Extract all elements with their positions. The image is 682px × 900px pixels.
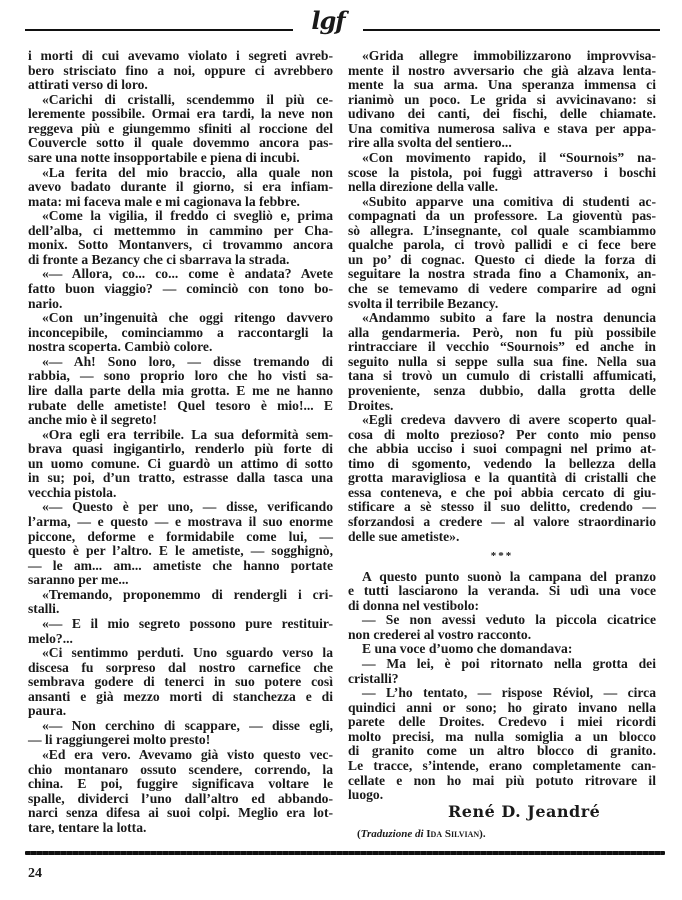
text-line: di donna nel vestibolo: [348, 597, 480, 613]
right-column-body [348, 49, 656, 544]
paragraph [348, 570, 656, 614]
text-line: questo è per l’altro. E le ametiste, — sogghignò, [28, 543, 333, 559]
text-line: non crederei al vostro racconto. [348, 626, 532, 642]
text-line: cellate e non ho mai più potuto ritrovare il [348, 772, 656, 788]
paragraph [28, 355, 333, 428]
translator-suffix: ). [479, 828, 486, 840]
paragraph [348, 657, 656, 686]
text-line: dell’alba, ci mettemmo in cammino per Cha- [28, 222, 333, 238]
text-line: quindici anni or sono; ho girato invano nella [348, 699, 656, 715]
text-line: reggeva più e giungemmo sfiniti al roccione del [28, 120, 333, 136]
text-line: nario. [28, 295, 63, 311]
text-line: «Ci sentimmo perduti. Uno sguardo verso la [42, 645, 333, 661]
text-line: discesa fu sorpreso dal nostro carnefice che [28, 659, 333, 675]
text-line: seguito nulla si seppe sulla sua fine. Nella sua [348, 353, 656, 369]
text-line: «Con movimento rapido, il “Sournois” na- [362, 149, 656, 165]
text-line: «Egli credeva davvero di avere scoperto qual- [362, 412, 656, 428]
text-line: — li raggiungerei molto presto! [28, 732, 211, 748]
text-line: in su; poi, d’un tratto, estrasse dalla tasca una [28, 470, 333, 486]
paragraph [28, 646, 333, 719]
text-line: rire alla svolta del sentiero... [348, 135, 512, 151]
paragraph [28, 209, 333, 267]
paragraph [28, 588, 333, 617]
paragraph [28, 93, 333, 166]
text-line: saranno per me... [28, 572, 129, 588]
text-line: cristalli? [348, 670, 399, 686]
text-line: Le tracce, s’intende, erano completamente can- [348, 757, 656, 773]
paragraph [348, 195, 656, 312]
text-line: luogo. [348, 787, 384, 803]
paragraph [28, 49, 333, 93]
text-line: «Come la vigilia, il freddo ci svegliò e, prima [42, 208, 333, 224]
text-line: A questo punto suonò la campana del pranzo [362, 568, 656, 584]
text-line: sare una notte insopportabile e piena di incubi. [28, 149, 300, 165]
text-line: bero strisciato fino a noi, oppure ci avrebbero [28, 62, 333, 78]
text-line: mente la sua arma. Una speranza immensa ci [348, 77, 656, 93]
paragraph [348, 151, 656, 195]
text-line: mata: mi faceva male e mi cagionava la febbre. [28, 193, 300, 209]
text-line: essa conteneva, e che poi abbia cercato di giu- [348, 484, 656, 500]
text-line: «Andammo subito a fare la nostra denuncia [362, 310, 656, 326]
translator-prefix: ( [357, 828, 361, 840]
paragraph [28, 311, 333, 355]
paragraph [348, 311, 656, 413]
text-line: melo?... [28, 630, 73, 646]
text-line: grotta maravigliosa e la quantità di cristalli che [348, 470, 656, 486]
translator-credit [357, 828, 486, 840]
text-line: parete delle Droites. Credevo i miei ricordi [348, 714, 656, 730]
text-line: sembrava godere di tenerci in suo potere così [28, 674, 333, 690]
text-line: delle sue ametiste». [348, 528, 460, 544]
header-rule-right [340, 29, 660, 31]
text-line: china. E poi, fuggire significava voltare le [28, 776, 333, 792]
text-line: «Carichi di cristalli, scendemmo il più ce- [42, 91, 333, 107]
text-line: attirati verso di loro. [28, 77, 148, 93]
text-line: rianimò un poco. Le grida si avvicinavano: si [348, 91, 656, 107]
text-line: tare, tentare la lotta. [28, 819, 147, 835]
text-line: alla gendarmeria. Però, non fu più possibile [348, 324, 656, 340]
right-column-epilogue [348, 570, 656, 803]
text-line: rubate delle ametiste! Quel tesoro è mio!... E [28, 397, 333, 413]
text-line: un uomo comune. Ci guardò un attimo di sotto [28, 455, 333, 471]
text-line: anche mio è il segreto! [28, 412, 157, 428]
translator-name: Ida Silvian [426, 828, 480, 840]
text-line: stificare a sè stesso il suo delitto, credendo — [348, 499, 656, 515]
text-line: di fronte a Bezancy che ci sbarrava la strada. [28, 251, 290, 267]
paragraph [28, 500, 333, 587]
text-line: proveniente, senza dubbio, dalla grotta delle [348, 382, 656, 398]
text-line: timo di sgomento, vedendo la bellezza della [348, 455, 656, 471]
text-line: sò allegra. L’insegnante, col quale scambiammo [348, 222, 656, 238]
text-line: leremente possibile. Ormai era tardi, la neve non [28, 106, 333, 122]
text-line: ansanti e già mezzo morti di stanchezza e di [28, 688, 333, 704]
header-rule-left [25, 29, 325, 31]
text-line: — L’ho tentato, — rispose Réviol, — circa [362, 685, 656, 701]
section-separator: *** [490, 550, 514, 563]
text-line: «Grida allegre immobilizzarono improvvisa- [362, 48, 656, 63]
text-line: Una comitiva numerosa saliva e stava per appa- [348, 120, 656, 136]
text-line: vecchia pistola. [28, 484, 117, 500]
text-line: molto precisi, ma nulla somiglia a un blocco [348, 728, 656, 744]
text-line: avevo badato durante il giorno, si era infiam- [28, 179, 333, 195]
text-line: stalli. [28, 601, 60, 617]
text-line: seguitare la nostra strada fino a Chamonix, an- [348, 266, 656, 282]
paragraph [28, 166, 333, 210]
text-line: «Tremando, proponemmo di rendergli i cri- [42, 586, 333, 602]
text-line: — Ma lei, è poi ritornato nella grotta dei [362, 656, 656, 671]
paragraph [348, 686, 656, 803]
text-line: rabbia, — sono proprio loro che ho visti sa- [28, 368, 333, 384]
text-line: svolta il terribile Bezancy. [348, 295, 499, 311]
text-line: compagnati da un professore. La gioventù pas- [348, 208, 656, 224]
text-line: i morti di cui avevamo violato i segreti avreb- [28, 48, 333, 63]
page-number: 24 [28, 866, 42, 881]
text-line: cosa di molto prezioso? Per conto mio penso [348, 426, 656, 442]
paragraph [348, 49, 656, 151]
left-column-body [28, 49, 333, 835]
text-line: — le am... am... ametiste che hanno portate [28, 557, 333, 573]
paragraph [28, 428, 333, 501]
text-line: Droites. [348, 397, 394, 413]
text-line: piccone, deforme e formidabile come lui, — [28, 528, 333, 544]
text-line: «Ora egli era terribile. La sua deformità sem- [42, 426, 333, 442]
paragraph [28, 748, 333, 835]
text-line: «— E il mio segreto possono pure restituir- [42, 615, 333, 631]
text-line: che abbia ucciso i suoi compagni nel primo at- [348, 441, 656, 457]
paragraph [28, 267, 333, 311]
translator-label: Traduzione di [360, 828, 424, 840]
left-column [28, 49, 333, 835]
text-line: rintracciare il vecchio “Sournois” ed anche in [348, 339, 656, 355]
author-signature: René D. Jeandré [448, 802, 601, 821]
text-line: narci senza difesa ai suoi colpi. Meglio era lot- [28, 805, 333, 821]
text-line: nella direzione della valle. [348, 179, 499, 195]
text-line: «— Questo è per uno, — disse, verificando [42, 499, 333, 515]
paragraph [28, 719, 333, 748]
text-line: udivano dei canti, dei fischi, delle chiamate. [348, 106, 656, 122]
text-line: brava quasi ingigantirlo, renderlo più forte di [28, 441, 333, 457]
text-line: lire dalla parte della mia grotta. E me ne hanno [28, 382, 333, 398]
text-line: «— Ah! Sono loro, — disse tremando di [42, 353, 333, 369]
text-line: e tutti lasciarono la veranda. Si udì una voce [348, 583, 656, 599]
footer-rule [25, 851, 665, 855]
text-line: — Se non avessi veduto la piccola cicatrice [362, 612, 656, 628]
text-line: tana si trovò un cumulo di cristalli affumicati, [348, 368, 656, 384]
text-line: fatto buon viaggio? — cominciò con tono bo- [28, 281, 333, 296]
text-line: l’arma, — e questo — e mostrava il suo enorme [28, 514, 333, 529]
text-line: mente il nostro avversario che già alzava lenta- [348, 62, 656, 78]
text-line: inconcepibile, cominciammo a raccontargli la [28, 324, 333, 340]
text-line: E una voce d’uomo che domandava: [362, 641, 573, 657]
paragraph [348, 413, 656, 544]
text-line: «— Non cerchino di scappare, — disse egli, [42, 717, 333, 733]
right-column [348, 49, 656, 803]
text-line: un po’ di cognac. Questo ci diede la forza di [348, 251, 656, 267]
text-line: scose la pistola, poi fuggì attraverso i boschi [348, 164, 656, 180]
text-line: spalle, dividerci l’uno dall’altro ed abbando- [28, 790, 333, 806]
text-line: «Con un’ingenuità che oggi ritengo davvero [42, 310, 333, 326]
text-line: sforzandosi a credere — al valore straordinario [348, 514, 656, 529]
paragraph [28, 617, 333, 646]
text-line: «La ferita del mio braccio, alla quale non [42, 164, 333, 180]
text-line: di granito come un altro blocco di granito. [348, 743, 656, 759]
text-line: nostra scoperta. Cambiò colore. [28, 339, 213, 355]
text-line: paura. [28, 703, 67, 719]
text-line: chio montanaro ossuto scendere, correndo, la [28, 761, 333, 777]
text-line: qualche parola, ci trovò pallidi e ci fece bere [348, 237, 656, 253]
text-line: «Subito apparve una comitiva di studenti ac- [362, 193, 656, 209]
text-line: «Ed era vero. Avevamo già visto questo vec- [42, 747, 333, 762]
text-line: monix. Sotto Montanvers, ci trovammo ancora [28, 237, 333, 253]
magazine-logo: lgf [293, 6, 363, 36]
text-line: «— Allora, co... co... come è andata? Avete [42, 266, 333, 282]
text-line: Couvercle sotto il quale dovemmo ancora pas- [28, 135, 333, 151]
text-line: che se temevamo di vedere comparire ad ogni [348, 281, 656, 296]
paragraph [348, 613, 656, 642]
paragraph [348, 642, 656, 657]
